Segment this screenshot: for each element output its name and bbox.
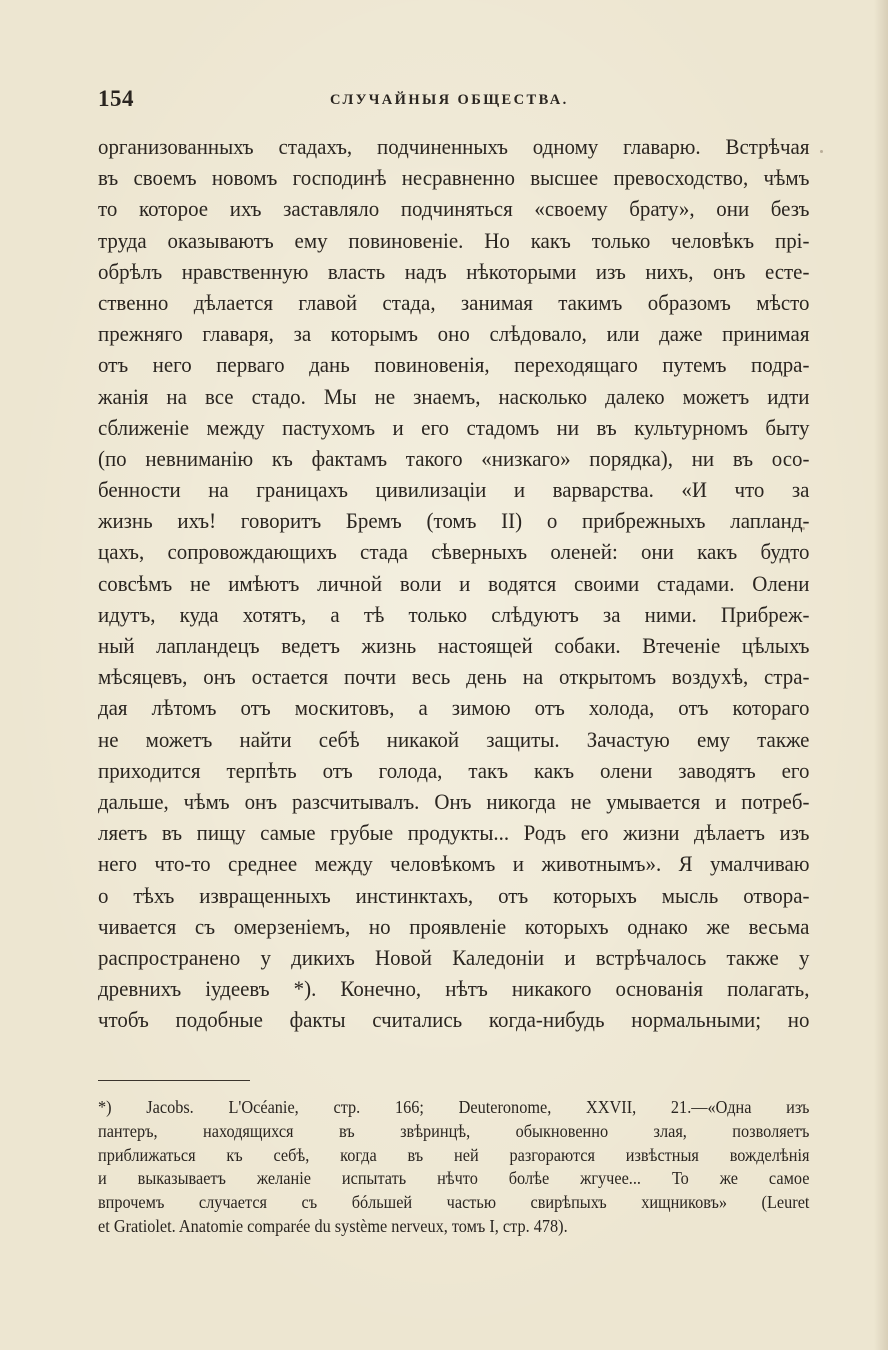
text-line: организованныхъ стадахъ, подчиненныхъ одному главарю. Встрѣчая: [98, 134, 810, 159]
text-line: чтобъ подобные факты считались когда-нибудь нормальными; но: [98, 1007, 810, 1033]
text-line: въ своемъ новомъ господинѣ несравненно высшее превосходство, чѣмъ: [98, 165, 810, 191]
body-text: [98, 131, 810, 1035]
text-line: распространено у дикихъ Новой Каледонiи и встрѣчалось также у: [98, 944, 810, 970]
footnote-line: *) Jacobs. L'Océanie, стр. 166; Deuteronome, XXVII, 21.—«Одна изъ: [98, 1097, 810, 1117]
text-line: дальше, чѣмъ онъ разсчитывалъ. Онъ никогда не умывается и потреб-: [98, 788, 810, 814]
text-line: него что-то среднее между человѣкомъ и животнымъ». Я умалчиваю: [98, 851, 810, 877]
text-line: чивается съ омерзенiемъ, но проявленiе которыхъ однако же весьма: [98, 913, 810, 939]
page-number: 154: [98, 86, 134, 111]
text-line: дая лѣтомъ отъ москитовъ, а зимою отъ холода, отъ котораго: [98, 695, 810, 721]
text-line: ственно дѣлается главой стада, занимая такимъ образомъ мѣсто: [98, 289, 810, 315]
page-edge-shadow: [874, 0, 888, 1350]
text-line: совсѣмъ не имѣютъ личной воли и водятся своими стадами. Олени: [98, 570, 810, 596]
text-line: ляетъ въ пищу самые грубые продукты... Родъ его жизни дѣлаетъ изъ: [98, 820, 810, 846]
running-head: СЛУЧАЙНЫЯ ОБЩЕСТВА.: [330, 92, 569, 108]
text-line: жанiя на все стадо. Мы не знаемъ, насколько далеко можетъ идти: [98, 383, 810, 409]
footnote-line: et Gratiolet. Anatomie comparée du système nerveux, томъ I, стр. 478).: [98, 1215, 568, 1236]
footnote-line: и выказываетъ желанiе испытать нѣчто болѣе жгучее... То же самое: [98, 1168, 810, 1189]
paper-speck: [820, 150, 823, 153]
text-line: идутъ, куда хотятъ, а тѣ только слѣдуютъ за ними. Прибреж-: [98, 601, 810, 627]
text-line: древнихъ iудеевъ *). Конечно, нѣтъ никакого основанiя полагать,: [98, 976, 810, 1002]
text-line: мѣсяцевъ, онъ остается почти весь день на открытомъ воздухѣ, стра-: [98, 664, 810, 690]
footnote-line: пантеръ, находящихся въ звѣринцѣ, обыкновенно злая, позволяетъ: [98, 1120, 810, 1141]
footnote: [98, 1096, 810, 1239]
footnote-divider: [98, 1080, 250, 1081]
text-line: ный лапландецъ ведетъ жизнь настоящей собаки. Втеченiе цѣлыхъ: [98, 633, 810, 658]
text-line: то которое ихъ заставляло подчиняться «своему брату», они безъ: [98, 196, 810, 222]
text-line: сближенiе между пастухомъ и его стадомъ ни въ культурномъ быту: [98, 414, 810, 440]
text-line: отъ него перваго дань повиновенiя, переходящаго путемъ подра-: [98, 352, 810, 378]
footnote-line: впрочемъ случается съ бóльшей частью свирѣпыхъ хищниковъ» (Leuret: [98, 1192, 810, 1213]
text-line: цахъ, сопровождающихъ стада сѣверныхъ оленей: они какъ будто: [98, 539, 810, 565]
footnote-line: приближаться къ себѣ, когда въ ней разгораются извѣстныя вожделѣнiя: [98, 1144, 810, 1165]
text-line: не можетъ найти себѣ никакой защиты. Зачастую ему также: [98, 726, 810, 752]
text-line: жизнь ихъ! говоритъ Бремъ (томъ II) о прибрежныхъ лапланд-: [98, 508, 810, 534]
paper-speck: [802, 527, 805, 530]
text-line: (по невниманiю къ фактамъ такого «низкаго» порядка), ни въ осо-: [98, 445, 810, 471]
text-line: бенности на границахъ цивилизацiи и варварства. «И что за: [98, 477, 810, 503]
page-header: [98, 86, 808, 116]
text-line: обрѣлъ нравственную власть надъ нѣкоторыми изъ нихъ, онъ есте-: [98, 258, 810, 284]
text-line: прежняго главаря, за которымъ оно слѣдовало, или даже принимая: [98, 321, 810, 347]
text-line: труда оказываютъ ему повиновенiе. Но какъ только человѣкъ прi-: [98, 227, 810, 253]
text-line: приходится терпѣть отъ голода, такъ какъ олени заводятъ его: [98, 757, 810, 783]
text-line: о тѣхъ извращенныхъ инстинктахъ, отъ которыхъ мысль отвора-: [98, 882, 810, 908]
